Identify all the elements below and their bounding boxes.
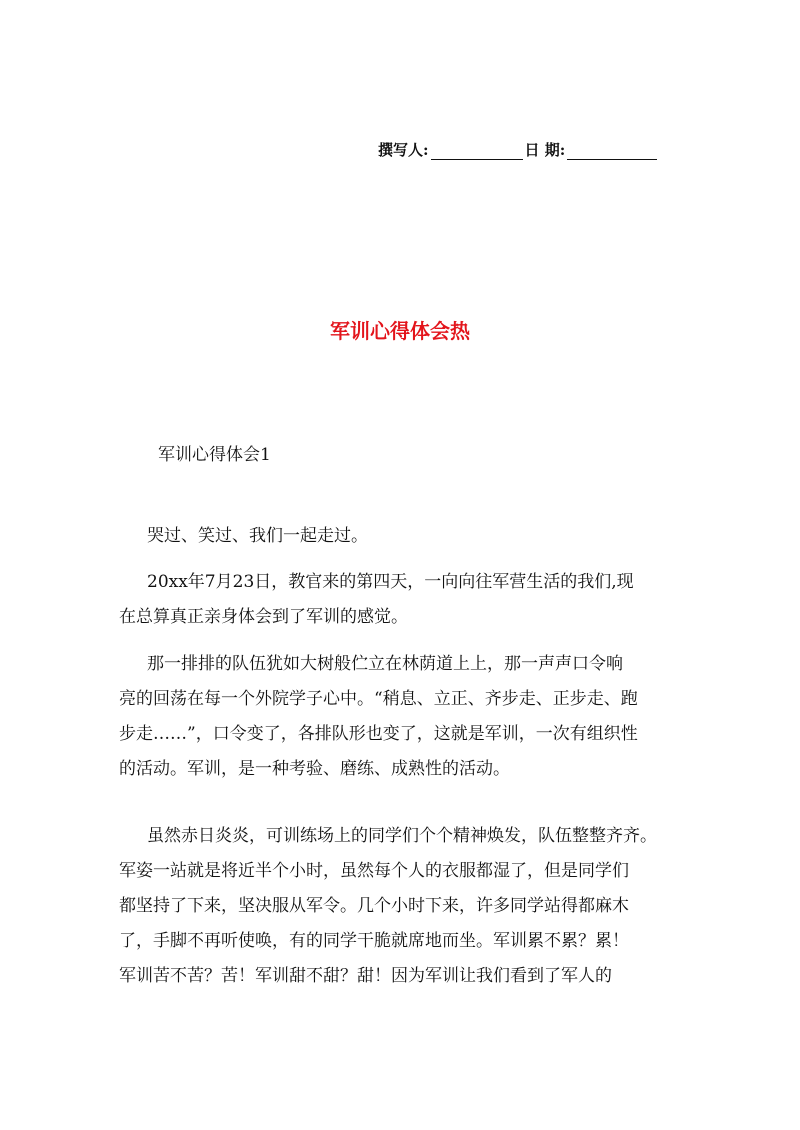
paragraph-line: 哭过、笑过、我们一起走过。: [147, 526, 368, 546]
document-title: 军训心得体会热: [330, 319, 470, 343]
author-date-line: [378, 139, 688, 160]
paragraph-line: 那一排排的队伍犹如大树般伫立在林荫道上上，那一声声口令响: [147, 654, 623, 674]
author-label: 撰写人:: [378, 141, 429, 159]
paragraph-line: 军姿一站就是将近半个小时，虽然每个人的衣服都湿了，但是同学们: [119, 861, 629, 881]
date-label: 日 期:: [524, 141, 566, 159]
paragraph-line: 20xx年7月23日，教官来的第四天，一向向往军营生活的我们,现: [147, 572, 634, 592]
author-blank: [431, 143, 523, 160]
paragraph-line: 虽然赤日炎炎，可训练场上的同学们个个精神焕发，队伍整整齐齐。: [147, 826, 657, 846]
section-heading: 军训心得体会1: [158, 445, 271, 465]
paragraph-line: 步走……”，口令变了，各排队形也变了，这就是军训，一次有组织性: [119, 724, 638, 744]
paragraph-line: 在总算真正亲身体会到了军训的感觉。: [119, 607, 408, 627]
paragraph-2: [119, 565, 689, 635]
paragraph-3: [119, 647, 689, 787]
paragraph-1: [119, 519, 689, 554]
paragraph-line: 了，手脚不再听使唤，有的同学干脆就席地而坐。军训累不累？累！: [119, 931, 629, 951]
paragraph-line: 亮的回荡在每一个外院学子心中。“稍息、立正、齐步走、正步走、跑: [119, 689, 638, 709]
paragraph-line: 都坚持了下来，坚决服从军令。几个小时下来，许多同学站得都麻木: [119, 896, 629, 916]
paragraph-line: 的活动。军训，是一种考验、磨练、成熟性的活动。: [119, 759, 510, 779]
date-blank: [567, 143, 657, 160]
paragraph-4: [119, 819, 689, 994]
paragraph-line: 军训苦不苦？苦！军训甜不甜？甜！因为军训让我们看到了军人的: [119, 966, 612, 986]
